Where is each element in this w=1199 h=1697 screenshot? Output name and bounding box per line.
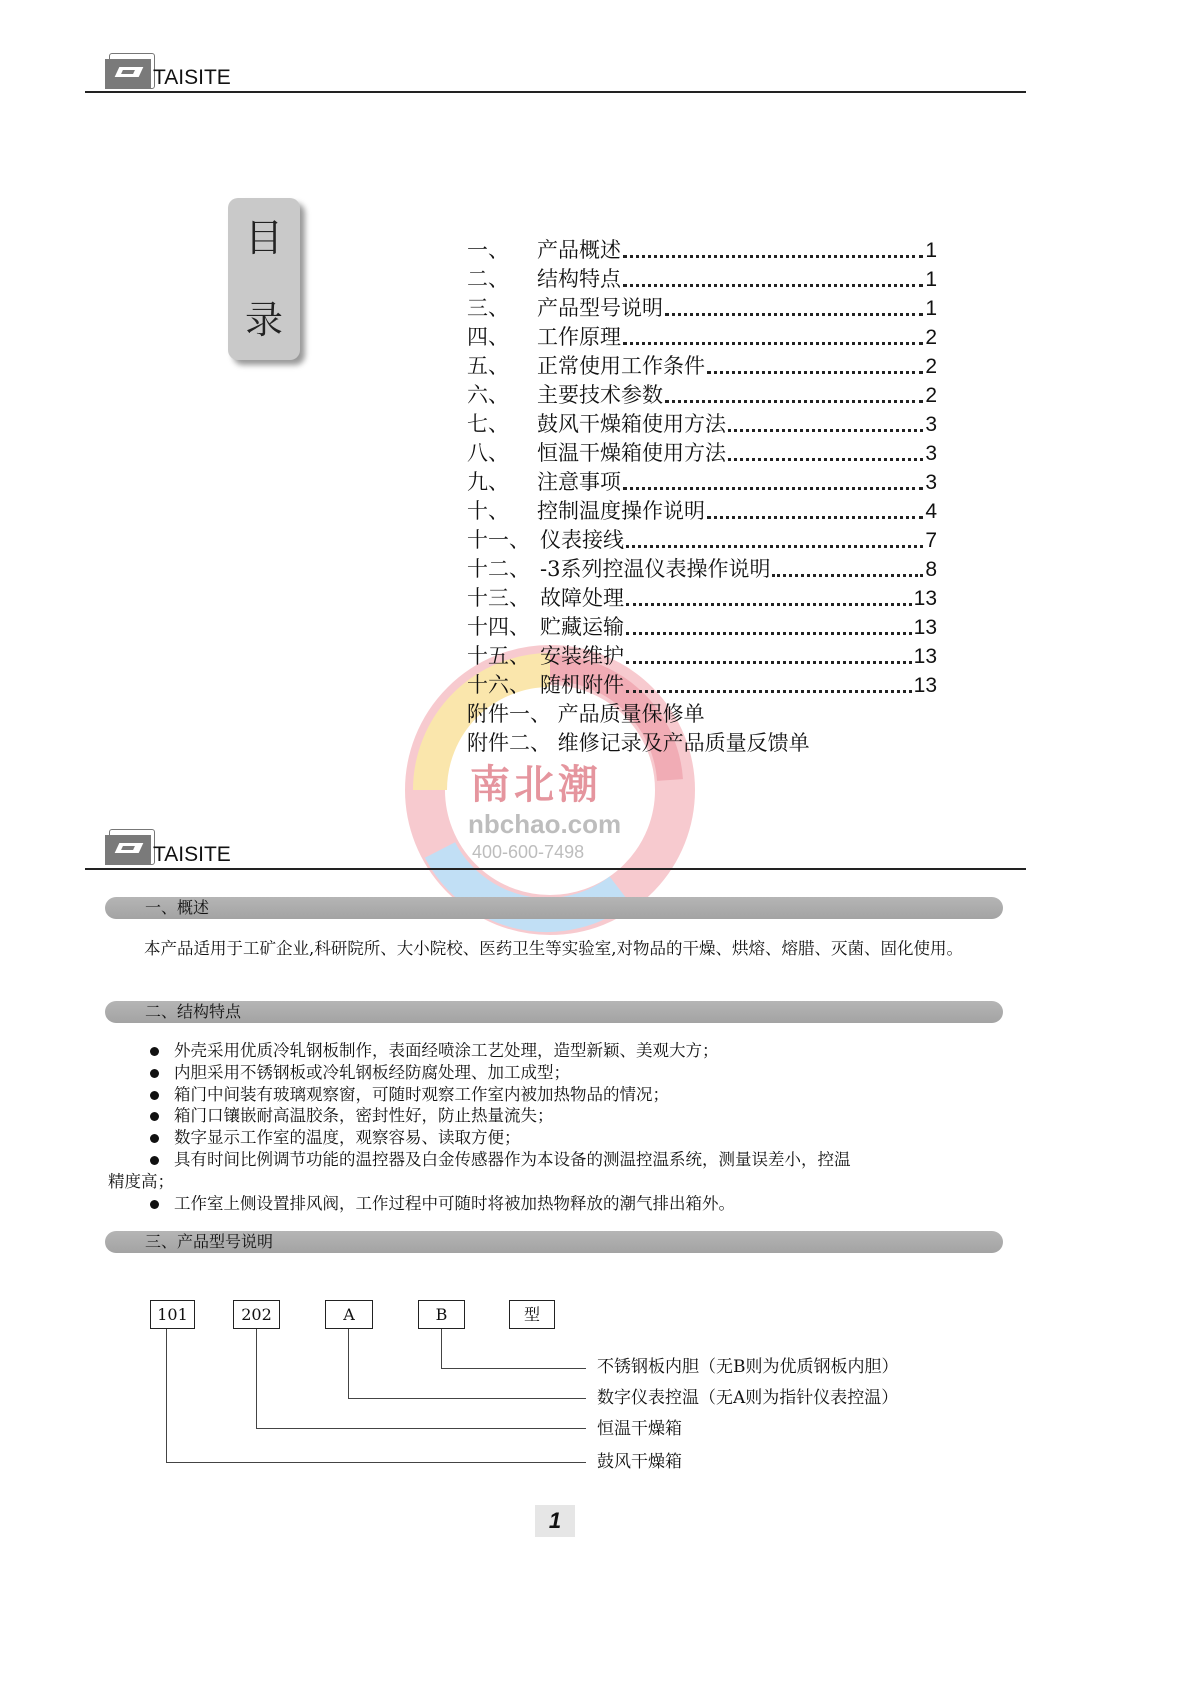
toc-item-title: 正常使用工作条件 bbox=[537, 354, 705, 378]
toc-heading-box bbox=[228, 198, 300, 360]
connector-line bbox=[441, 1329, 442, 1369]
toc-item bbox=[467, 468, 937, 497]
toc-item-page: 2 bbox=[925, 326, 937, 349]
toc-item-title: 鼓风干燥箱使用方法 bbox=[537, 412, 726, 436]
toc-item bbox=[467, 526, 937, 555]
toc-appendix bbox=[467, 700, 937, 729]
toc-item-title: 安装维护 bbox=[540, 644, 624, 668]
toc-item-page: 1 bbox=[925, 268, 937, 291]
toc-heading-char: 录 bbox=[244, 298, 283, 342]
toc-item-number: 十六、 bbox=[467, 673, 530, 697]
connector-line bbox=[348, 1329, 349, 1399]
toc-leader-dots bbox=[665, 313, 923, 316]
toc-leader-dots bbox=[623, 255, 923, 258]
toc-item-title: -3系列控温仪表操作说明 bbox=[540, 557, 771, 581]
connector-line bbox=[166, 1462, 586, 1463]
watermark-name: 南北潮 bbox=[470, 761, 602, 808]
list-item: 数字显示工作室的温度，观察容易、读取方便； bbox=[108, 1127, 998, 1149]
toc-item-number: 十、 bbox=[467, 499, 509, 523]
toc-item-page: 7 bbox=[925, 529, 937, 552]
toc-item bbox=[467, 439, 937, 468]
toc-item bbox=[467, 323, 937, 352]
toc-item bbox=[467, 294, 937, 323]
overview-paragraph: 本产品适用于工矿企业,科研院所、大小院校、医药卫生等实验室,对物品的干燥、烘熔、熔腊、灭菌、固化使用。 bbox=[144, 939, 963, 958]
toc-item-title: 结构特点 bbox=[537, 267, 621, 291]
section-title: 二、结构特点 bbox=[145, 1002, 242, 1021]
toc-item-page: 13 bbox=[913, 674, 937, 697]
model-label-101: 鼓风干燥箱 bbox=[597, 1452, 682, 1472]
header-divider bbox=[85, 91, 1026, 93]
feature-list bbox=[108, 1040, 998, 1214]
toc-item-number: 三、 bbox=[467, 296, 509, 320]
toc-item-number: 十三、 bbox=[467, 586, 530, 610]
toc-item-page: 3 bbox=[925, 471, 937, 494]
toc-item-number: 十四、 bbox=[467, 615, 530, 639]
section-bar-overview bbox=[105, 897, 1003, 919]
toc-item-title: 注意事项 bbox=[537, 470, 621, 494]
toc-item bbox=[467, 642, 937, 671]
toc-item bbox=[467, 236, 937, 265]
taisite-logo-icon bbox=[105, 53, 155, 89]
brand-name: TAISITE bbox=[153, 843, 231, 866]
connector-line bbox=[256, 1329, 257, 1429]
toc-item bbox=[467, 381, 937, 410]
list-item: 工作室上侧设置排风阀，工作过程中可随时将被加热物释放的潮气排出箱外。 bbox=[108, 1193, 998, 1215]
toc-item-page: 8 bbox=[925, 558, 937, 581]
toc-item-page: 13 bbox=[913, 616, 937, 639]
list-item: 箱门口镶嵌耐高温胶条，密封性好，防止热量流失； bbox=[108, 1105, 998, 1127]
toc-leader-dots bbox=[626, 632, 912, 635]
toc-leader-dots bbox=[728, 429, 923, 432]
toc-item-number: 十五、 bbox=[467, 644, 530, 668]
connector-line bbox=[256, 1428, 586, 1429]
model-label-a: 数字仪表控温（无A则为指针仪表控温） bbox=[597, 1388, 899, 1408]
toc-item-title: 仪表接线 bbox=[540, 528, 624, 552]
toc-item-title: 产品概述 bbox=[537, 238, 621, 262]
toc-item-number: 四、 bbox=[467, 325, 509, 349]
section-bar-features bbox=[105, 1001, 1003, 1023]
toc-item-page: 13 bbox=[913, 587, 937, 610]
list-item: 具有时间比例调节功能的温控器及白金传感器作为本设备的测温控温系统，测量误差小，控温 bbox=[108, 1149, 998, 1171]
toc-leader-dots bbox=[626, 690, 912, 693]
toc-item bbox=[467, 410, 937, 439]
connector-line bbox=[166, 1329, 167, 1463]
toc-leader-dots bbox=[623, 342, 923, 345]
model-box-202: 202 bbox=[233, 1300, 280, 1329]
toc-item bbox=[467, 613, 937, 642]
toc-item-number: 十二、 bbox=[467, 557, 530, 581]
toc-appendix-title: 附件二、 维修记录及产品质量反馈单 bbox=[467, 731, 810, 755]
section-title: 三、产品型号说明 bbox=[145, 1232, 274, 1251]
toc-item-title: 故障处理 bbox=[540, 586, 624, 610]
toc-leader-dots bbox=[728, 458, 923, 461]
toc-leader-dots bbox=[626, 661, 912, 664]
toc-item-number: 一、 bbox=[467, 238, 509, 262]
header-divider bbox=[85, 868, 1026, 870]
section-title: 一、概述 bbox=[145, 898, 210, 917]
toc-item-number: 十一、 bbox=[467, 528, 530, 552]
model-box-a: A bbox=[325, 1300, 373, 1329]
toc-item-title: 主要技术参数 bbox=[537, 383, 663, 407]
toc-item-number: 九、 bbox=[467, 470, 509, 494]
toc-item bbox=[467, 671, 937, 700]
model-box-type: 型 bbox=[509, 1300, 555, 1329]
toc-leader-dots bbox=[623, 487, 923, 490]
toc-heading-char: 目 bbox=[244, 216, 283, 260]
toc-item-page: 2 bbox=[925, 384, 937, 407]
toc-leader-dots bbox=[665, 400, 923, 403]
toc-item-number: 七、 bbox=[467, 412, 509, 436]
toc-item-title: 随机附件 bbox=[540, 673, 624, 697]
toc-leader-dots bbox=[626, 603, 912, 606]
toc-item bbox=[467, 584, 937, 613]
toc-item-number: 六、 bbox=[467, 383, 509, 407]
page-number: 1 bbox=[535, 1505, 575, 1537]
connector-line bbox=[441, 1368, 586, 1369]
taisite-logo-icon bbox=[105, 829, 155, 865]
toc-item-title: 恒温干燥箱使用方法 bbox=[537, 441, 726, 465]
model-label-b: 不锈钢板内胆（无B则为优质钢板内胆） bbox=[597, 1357, 899, 1377]
list-item: 内胆采用不锈钢板或冷轧钢板经防腐处理、加工成型； bbox=[108, 1062, 998, 1084]
toc-leader-dots bbox=[707, 371, 923, 374]
toc-item-number: 八、 bbox=[467, 441, 509, 465]
toc-leader-dots bbox=[772, 574, 923, 577]
toc-item-page: 3 bbox=[925, 442, 937, 465]
toc-item-title: 贮藏运输 bbox=[540, 615, 624, 639]
watermark-site: nbchao.com bbox=[468, 809, 622, 839]
toc-item-number: 二、 bbox=[467, 267, 509, 291]
model-label-202: 恒温干燥箱 bbox=[597, 1419, 682, 1439]
toc-item-number: 五、 bbox=[467, 354, 509, 378]
table-of-contents bbox=[467, 236, 937, 758]
toc-appendix-title: 附件一、 产品质量保修单 bbox=[467, 702, 705, 726]
model-box-b: B bbox=[418, 1300, 465, 1329]
toc-appendix bbox=[467, 729, 937, 758]
toc-item-page: 13 bbox=[913, 645, 937, 668]
list-item: 外壳采用优质冷轧钢板制作，表面经喷涂工艺处理，造型新颖、美观大方； bbox=[108, 1040, 998, 1062]
toc-item-title: 产品型号说明 bbox=[537, 296, 663, 320]
section-bar-model bbox=[105, 1231, 1003, 1253]
list-item: 箱门中间装有玻璃观察窗，可随时观察工作室内被加热物品的情况； bbox=[108, 1084, 998, 1106]
brand-name: TAISITE bbox=[153, 66, 231, 89]
toc-item bbox=[467, 352, 937, 381]
toc-leader-dots bbox=[626, 545, 923, 548]
list-item-continuation: 精度高； bbox=[108, 1171, 174, 1191]
toc-leader-dots bbox=[623, 284, 923, 287]
watermark-phone: 400-600-7498 bbox=[472, 842, 585, 862]
model-box-101: 101 bbox=[150, 1300, 195, 1329]
toc-item bbox=[467, 555, 937, 584]
toc-item bbox=[467, 497, 937, 526]
toc-item-page: 2 bbox=[925, 355, 937, 378]
toc-item-page: 1 bbox=[925, 239, 937, 262]
toc-item-page: 4 bbox=[925, 500, 937, 523]
toc-item bbox=[467, 265, 937, 294]
connector-line bbox=[348, 1398, 586, 1399]
toc-item-title: 工作原理 bbox=[537, 325, 621, 349]
toc-item-title: 控制温度操作说明 bbox=[537, 499, 705, 523]
toc-item-page: 3 bbox=[925, 413, 937, 436]
toc-item-page: 1 bbox=[925, 297, 937, 320]
toc-leader-dots bbox=[707, 516, 923, 519]
